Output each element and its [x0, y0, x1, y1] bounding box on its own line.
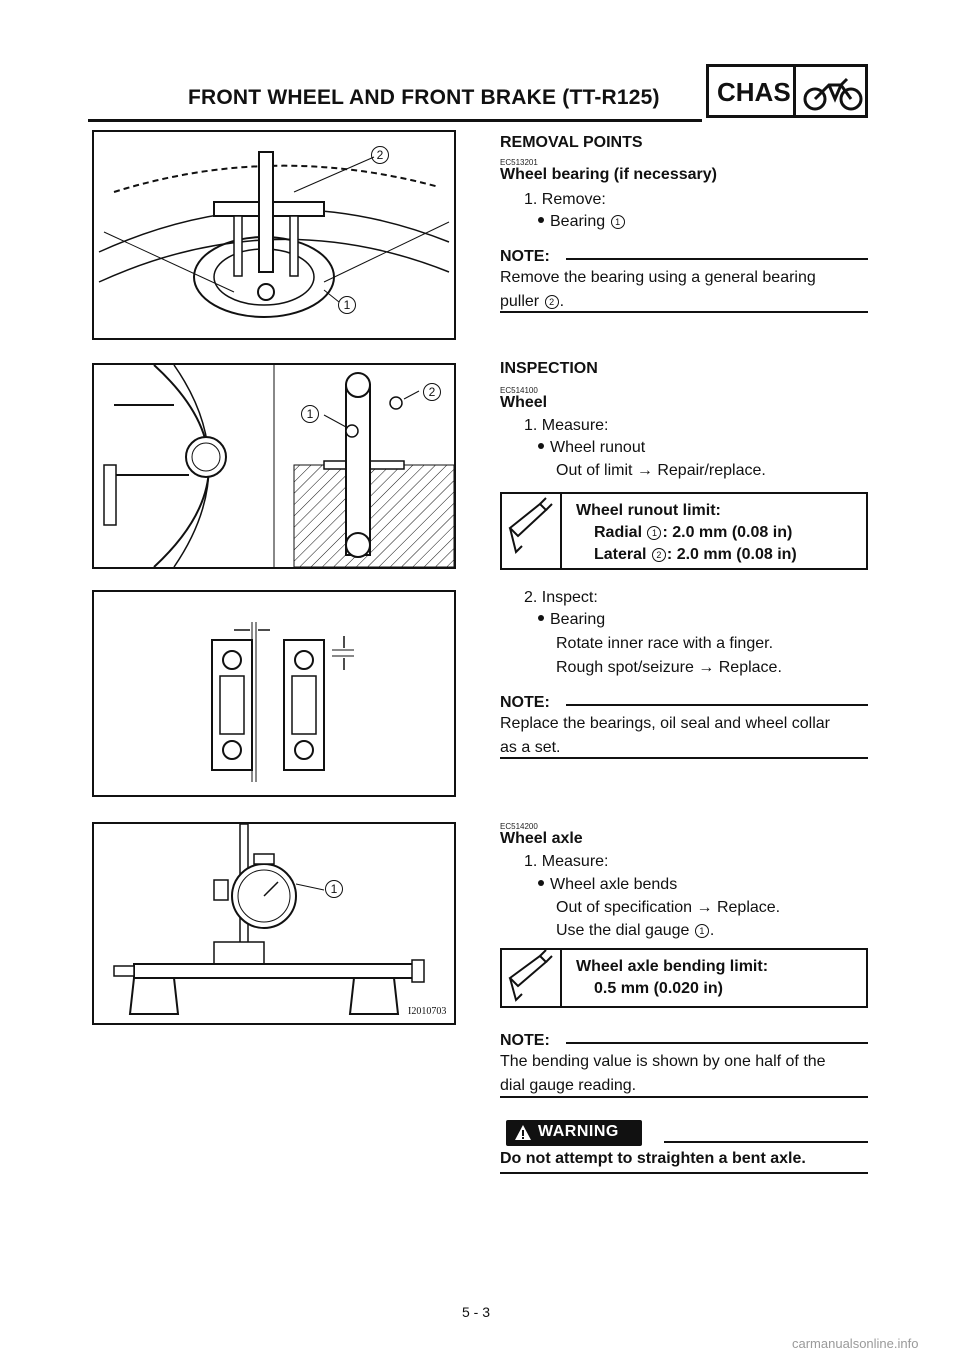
removal-code: EC513201: [500, 158, 538, 167]
figure-bearings: [92, 590, 456, 797]
caliper-icon: [502, 494, 562, 568]
warning-rule-bottom: [500, 1172, 868, 1174]
note-rule-top: [566, 1042, 868, 1044]
note-rule-bottom: [500, 1096, 868, 1098]
callout-ref: 1: [695, 924, 709, 938]
wheel-runout-illustration: [94, 365, 454, 567]
spec-radial: [576, 522, 797, 544]
removal-item-label: Bearing: [550, 213, 606, 230]
axle-step: 1. Measure:: [524, 853, 609, 870]
inspection-code: EC514100: [500, 386, 538, 395]
spec-title: Wheel axle bending limit:: [576, 958, 769, 975]
figure-wheel-runout: [92, 363, 456, 569]
note-label: NOTE:: [500, 248, 550, 265]
page-title: FRONT WHEEL AND FRONT BRAKE (TT-R125): [188, 86, 660, 109]
note-rule-bottom: [500, 757, 868, 759]
inspection-item: [538, 436, 645, 460]
inspection-subheading: Wheel: [500, 394, 548, 411]
axle-use-text: Use the dial gauge: [556, 922, 690, 939]
axle-code: EC514200: [500, 822, 538, 831]
watermark[interactable]: carmanualsonline.info: [792, 1336, 919, 1351]
inspection-item2-label: Bearing: [550, 611, 606, 628]
note-rule-top: [566, 704, 868, 706]
bullet-icon: [538, 615, 544, 621]
axle-note-line2: dial gauge reading.: [500, 1077, 637, 1094]
warning-text: Do not attempt to straighten a bent axle.: [500, 1150, 806, 1167]
inspection-note-line2: as a set.: [500, 739, 561, 756]
inspection-item-label: Wheel runout: [550, 439, 646, 456]
inspection-rough: Rough spot/seizure → Replace.: [556, 659, 782, 676]
callout-2: 2: [423, 383, 441, 401]
inspection-result: Out of limit → Repair/replace.: [556, 462, 766, 479]
spec-radial-value: : 2.0 mm (0.08 in): [662, 524, 793, 541]
spec-body: [576, 500, 797, 566]
figure-bearing-puller: [92, 130, 456, 340]
inspection-step2: 2. Inspect:: [524, 589, 598, 606]
axle-item-label: Wheel axle bends: [550, 876, 678, 893]
bearing-illustration: [94, 592, 454, 795]
removal-note-line2: puller 2 .: [500, 293, 565, 310]
spec-value: 0.5 mm (0.020 in): [594, 980, 723, 997]
bullet-icon: [538, 443, 544, 449]
warning-badge: [506, 1120, 642, 1146]
removal-step: 1. Remove:: [524, 191, 606, 208]
chas-badge: [706, 64, 868, 118]
callout-ref: 2: [652, 548, 666, 562]
callout-1: 1: [301, 405, 319, 423]
spec-radial-label: Radial: [594, 524, 643, 541]
bullet-icon: [538, 880, 544, 886]
dial-gauge-illustration: [94, 824, 454, 1023]
page-number: 5 - 3: [462, 1304, 491, 1320]
callout-2: 2: [371, 146, 389, 164]
spec-lateral-label: Lateral: [594, 546, 647, 563]
spec-lateral-value: : 2.0 mm (0.08 in): [666, 546, 797, 563]
bullet-icon: [538, 217, 544, 223]
figure-axle-dial-gauge: [92, 822, 456, 1025]
spec-box-axle: [500, 948, 868, 1008]
bearing-puller-illustration: [94, 132, 454, 338]
axle-use: Use the dial gauge 1 .: [556, 922, 715, 939]
axle-subheading: Wheel axle: [500, 830, 583, 847]
removal-note-text: puller: [500, 293, 540, 310]
figure-code: I2010703: [408, 1006, 447, 1017]
inspection-heading: INSPECTION: [500, 360, 598, 377]
inspection-note-line1: Replace the bearings, oil seal and wheel collar: [500, 715, 830, 732]
note-rule-top: [566, 258, 868, 260]
header-rule: [88, 119, 702, 122]
callout-ref: 1: [647, 526, 661, 540]
warning-rule-top: [664, 1141, 868, 1143]
spec-lateral: [576, 544, 797, 566]
callout-ref: 1: [611, 215, 625, 229]
axle-note-line1: The bending value is shown by one half of the: [500, 1053, 826, 1070]
caliper-icon: [502, 950, 562, 1006]
motorcycle-icon: [801, 73, 865, 113]
note-label: NOTE:: [500, 1032, 550, 1049]
removal-heading: REMOVAL POINTS: [500, 134, 643, 151]
axle-item: [538, 873, 677, 897]
callout-1: 1: [338, 296, 356, 314]
spec-box-runout: [500, 492, 868, 570]
removal-item: [538, 210, 626, 234]
chas-label: CHAS: [717, 77, 791, 107]
note-rule-bottom: [500, 311, 868, 313]
inspection-step: 1. Measure:: [524, 417, 609, 434]
callout-ref: 2: [545, 295, 559, 309]
inspection-item2: [538, 608, 605, 632]
axle-result: Out of specification → Replace.: [556, 899, 781, 916]
removal-subheading: Wheel bearing (if necessary): [500, 166, 717, 183]
inspection-rotate: Rotate inner race with a finger.: [556, 635, 774, 652]
warning-label: WARNING: [538, 1123, 619, 1140]
chas-divider: [793, 67, 796, 115]
spec-title: Wheel runout limit:: [576, 502, 721, 519]
note-label: NOTE:: [500, 694, 550, 711]
removal-note-line1: Remove the bearing using a general bearing: [500, 269, 816, 286]
spec-body: [576, 956, 768, 1000]
warning-icon: [514, 1124, 532, 1142]
callout-1: 1: [325, 880, 343, 898]
